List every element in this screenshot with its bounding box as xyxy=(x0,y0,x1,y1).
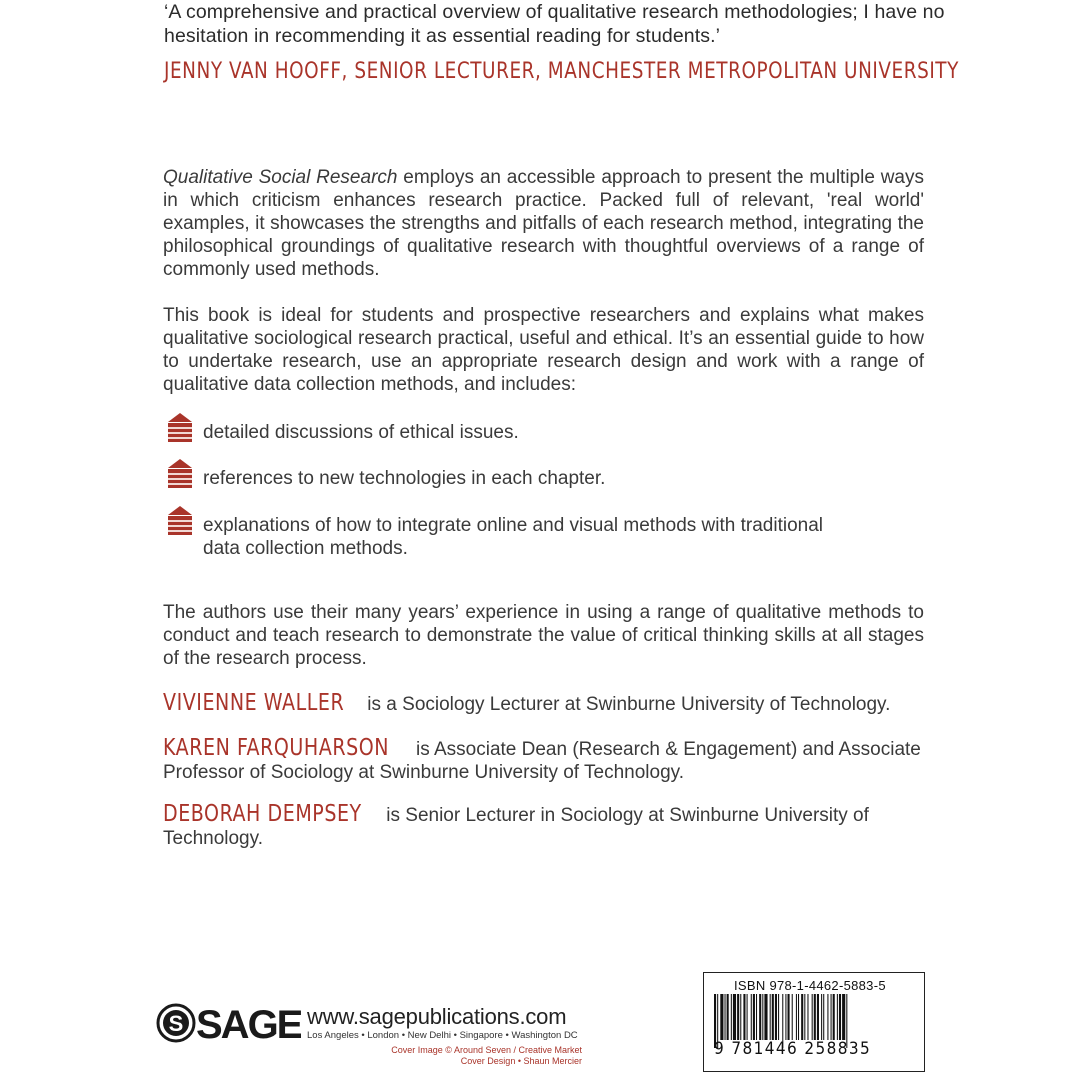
barcode-bar xyxy=(737,994,739,1040)
bullet-item xyxy=(165,411,905,447)
barcode-bar xyxy=(720,994,723,1040)
barcode-bar xyxy=(817,994,819,1040)
barcode-bar xyxy=(740,994,741,1040)
book-stack-icon xyxy=(165,411,195,447)
bullet-item xyxy=(165,457,905,493)
barcode-bar xyxy=(792,994,793,1040)
barcode-bar xyxy=(778,994,779,1040)
barcode-bar xyxy=(759,994,761,1040)
author-bio-text: is Senior Lecturer in Sociology at Swinburne University of Technology. xyxy=(163,805,869,849)
barcode-bar xyxy=(743,994,745,1040)
endorsement-attribution: JENNY VAN HOOFF, SENIOR LECTURER, MANCHESTER METROPOLITAN UNIVERSITY xyxy=(164,59,959,84)
author-bio-text: is a Sociology Lecturer at Swinburne University of Technology. xyxy=(362,694,891,715)
barcode-bar xyxy=(837,994,838,1040)
publisher-url[interactable]: www.sagepublications.com xyxy=(307,1003,567,1029)
barcode-bar xyxy=(839,994,841,1040)
barcode-bar xyxy=(775,994,777,1040)
description-paragraph-1 xyxy=(163,166,924,281)
barcode-bar xyxy=(814,994,816,1040)
description-paragraph-2: This book is ideal for students and prospective researchers and explains what makes qualitative sociological research practical, useful and ethical. It’s an essential guide to how to undertake research, use an appropriate research design and work with a range of qualitative data collection methods, and includes: xyxy=(163,305,924,395)
barcode-bar xyxy=(731,994,732,1040)
barcode-bar xyxy=(733,994,736,1040)
barcode-bar xyxy=(833,994,835,1040)
barcode-bar xyxy=(756,994,757,1040)
description-paragraph-3: The authors use their many years’ experience in using a range of qualitative methods to conduct and teach research to demonstrate the value of critical thinking skills at all stages of the research process. xyxy=(163,602,924,669)
endorsement-quote: ‘A comprehensive and practical overview of qualitative research methodologies; I have no hesitation in recommending it as essential reading for students.’ xyxy=(164,1,945,47)
barcode-bar xyxy=(762,994,763,1040)
barcode-bar xyxy=(770,994,771,1040)
author-name: VIVIENNE WALLER xyxy=(163,690,345,716)
barcode-bar xyxy=(842,994,845,1040)
author-bio-text: is Associate Dean (Research & Engagement) and Associate Professor of Sociology at Swinburne University of Technology. xyxy=(163,739,921,783)
isbn-barcode xyxy=(703,972,925,1072)
barcode-bar xyxy=(751,994,752,1040)
barcode-bar xyxy=(796,994,797,1040)
description-paragraph-1-text: employs an accessible approach to present the multiple ways in which criticism enhances research practice. Packed full of relevant, 'real world' examples, it showcases the strengths and pitfalls of each research method, integrating the philosophical groundings of qualitative research with thoughtful overviews of a range of commonly used methods. xyxy=(163,167,924,280)
barcode-digits: 9 781446 258835 xyxy=(714,1039,872,1059)
barcode-bar xyxy=(785,994,786,1040)
cover-image-credit: Cover Image © Around Seven / Creative Market xyxy=(391,1045,582,1055)
bullet-text: explanations of how to integrate online and visual methods with traditional data collection methods. xyxy=(203,515,823,559)
bullet-text: detailed discussions of ethical issues. xyxy=(203,422,519,443)
author-bio xyxy=(163,692,928,716)
barcode-bar xyxy=(725,994,726,1040)
cover-design-credit: Cover Design • Shaun Mercier xyxy=(460,1056,582,1066)
barcode-bar xyxy=(801,994,803,1040)
isbn-label: ISBN 978-1-4462-5883-5 xyxy=(734,978,886,993)
barcode-bar xyxy=(788,994,790,1040)
barcode-bar xyxy=(831,994,832,1040)
barcode-bar xyxy=(747,994,748,1040)
bullet-item xyxy=(165,504,905,560)
barcode-bar xyxy=(764,994,767,1040)
barcode-bar xyxy=(798,994,799,1040)
barcode-bar xyxy=(804,994,805,1040)
barcode-bar xyxy=(821,994,822,1040)
barcode-bar xyxy=(807,994,808,1040)
barcode-bar xyxy=(772,994,774,1040)
book-title: Qualitative Social Research xyxy=(163,167,398,188)
author-name: DEBORAH DEMPSEY xyxy=(163,801,362,827)
publisher-cities: Los Angeles • London • New Delhi • Singapore • Washington DC xyxy=(307,1029,578,1041)
sage-logo-text: SAGE xyxy=(196,1003,301,1047)
bullet-text: references to new technologies in each chapter. xyxy=(203,468,606,489)
author-name: KAREN FARQUHARSON xyxy=(163,735,390,761)
sage-logo xyxy=(156,998,301,1048)
barcode-bar xyxy=(827,994,828,1040)
author-bio xyxy=(163,737,928,784)
barcode-bar xyxy=(727,994,729,1040)
publisher-block xyxy=(156,998,578,1048)
book-stack-icon xyxy=(165,504,195,540)
cover-credits xyxy=(340,1045,582,1067)
barcode-bar xyxy=(812,994,813,1040)
barcode-bar xyxy=(823,994,824,1040)
barcode-bar xyxy=(753,994,755,1040)
author-bio xyxy=(163,803,928,850)
book-stack-icon xyxy=(165,457,195,493)
svg-text:S: S xyxy=(168,1011,184,1036)
